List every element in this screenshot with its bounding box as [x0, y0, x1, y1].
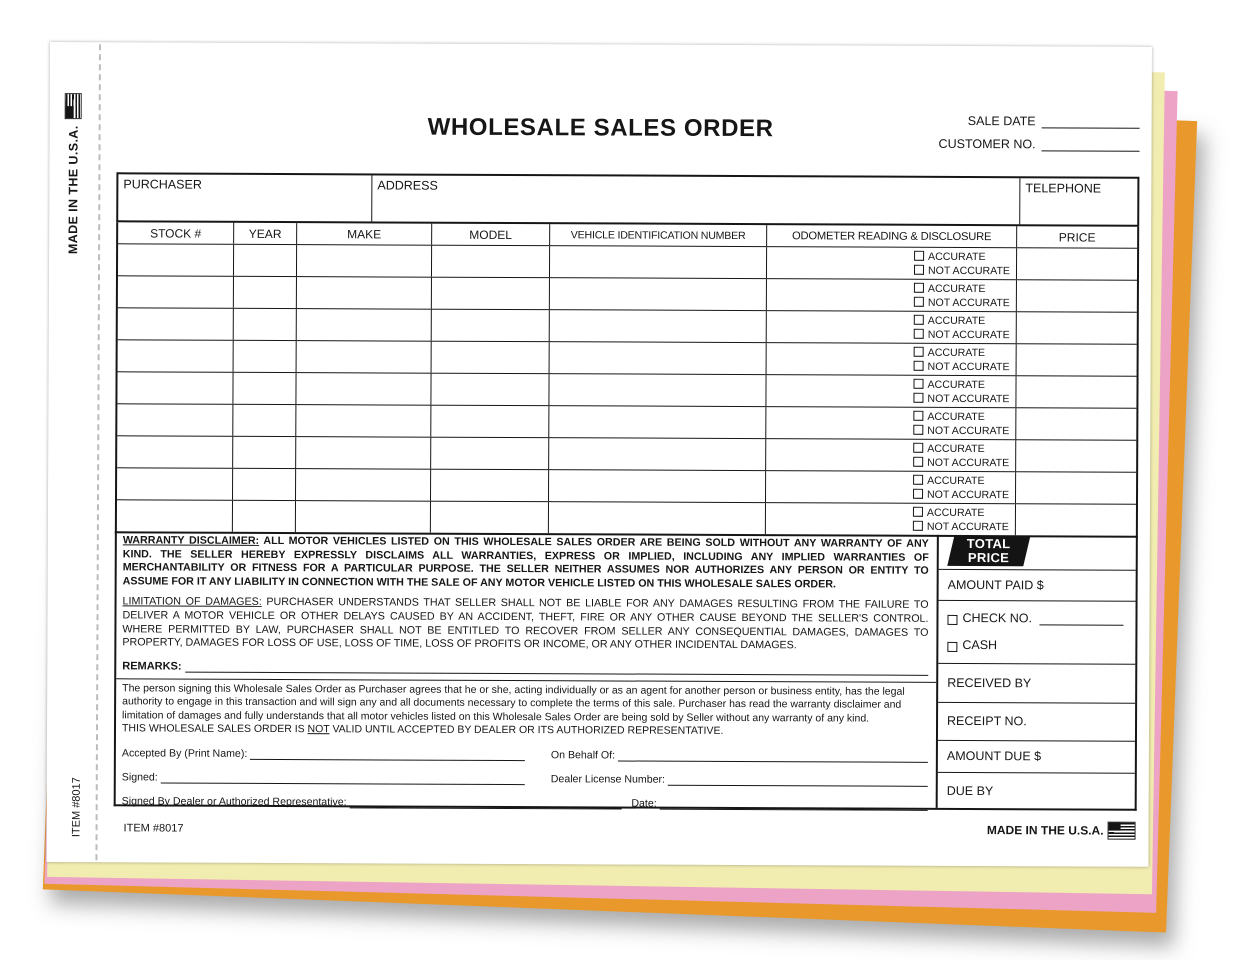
stock-cell	[118, 340, 233, 372]
checkbox-icon	[914, 360, 924, 370]
vin-cell	[548, 502, 765, 534]
warranty-disclaimer	[123, 534, 929, 592]
make-cell	[295, 469, 430, 501]
not-accurate-label: NOT ACCURATE	[926, 520, 1009, 533]
perforation-line	[95, 44, 101, 860]
odometer-accurate-option	[913, 377, 1009, 391]
total-price-line2: PRICE	[968, 550, 1010, 566]
odometer-accurate-option	[913, 409, 1009, 423]
checkbox-icon	[913, 488, 923, 498]
checkbox-icon	[913, 506, 923, 516]
accurate-label: ACCURATE	[927, 410, 985, 423]
footer-item-number: ITEM #8017	[123, 822, 184, 835]
model-cell	[430, 470, 548, 502]
telephone-cell: TELEPHONE	[1019, 178, 1137, 225]
address-cell: ADDRESS	[371, 175, 1019, 224]
received-by-row	[938, 664, 1135, 704]
limitation-of-damages	[122, 596, 928, 654]
checkbox-icon	[914, 314, 924, 324]
customer-no-blank	[1042, 137, 1140, 151]
stock-cell	[117, 500, 232, 532]
make-cell	[296, 341, 431, 373]
check-no-blank	[1040, 613, 1124, 626]
footer-made-in-usa	[987, 822, 1135, 839]
amount-paid-row	[939, 570, 1136, 602]
year-cell	[233, 309, 296, 340]
vin-cell	[548, 470, 765, 502]
not-accurate-label: NOT ACCURATE	[927, 328, 1010, 341]
year-cell	[232, 373, 295, 404]
purchaser-cell: PURCHASER	[123, 177, 202, 192]
customer-no-row	[870, 137, 1140, 152]
accurate-label: ACCURATE	[927, 474, 985, 487]
checkbox-icon	[947, 642, 957, 652]
sale-date-blank	[1042, 114, 1140, 128]
odometer-accurate-option	[913, 441, 1009, 455]
vehicle-row	[118, 276, 1137, 312]
make-cell	[296, 309, 431, 341]
model-cell	[430, 406, 548, 438]
amount-paid-label: AMOUNT PAID $	[947, 577, 1044, 592]
price-cell	[1016, 248, 1137, 280]
remarks-row	[122, 659, 928, 676]
signature-row-1	[122, 746, 928, 763]
model-cell	[430, 438, 548, 470]
odometer-not-accurate-option	[913, 455, 1009, 469]
model-cell	[430, 374, 548, 406]
signed-by-dealer-label: Signed By Dealer or Authorized Representative:	[121, 795, 347, 809]
checkbox-icon	[913, 520, 923, 530]
accurate-label: ACCURATE	[927, 314, 986, 327]
dealer-license-blank	[668, 773, 928, 787]
checkbox-icon	[914, 346, 924, 356]
on-behalf-of-label: On Behalf Of:	[550, 749, 616, 762]
price-cell	[1015, 376, 1136, 408]
not-accurate-label: NOT ACCURATE	[927, 296, 1010, 309]
price-cell	[1016, 312, 1137, 344]
model-cell	[430, 502, 548, 534]
accepted-by-blank	[250, 747, 525, 761]
stock-cell	[118, 308, 233, 340]
odometer-cell	[766, 247, 1016, 279]
vehicle-row	[117, 500, 1136, 535]
checkbox-icon	[914, 282, 924, 292]
stock-cell	[118, 244, 233, 276]
checkbox-icon	[913, 424, 923, 434]
date-label: Date:	[631, 797, 657, 810]
amount-due-row	[938, 740, 1135, 774]
header-fields	[869, 114, 1139, 161]
year-cell	[233, 245, 296, 276]
receipt-no-row	[938, 703, 1135, 742]
total-price-row	[939, 535, 1136, 571]
odometer-not-accurate-option	[914, 263, 1010, 277]
not-accurate-label: NOT ACCURATE	[927, 424, 1010, 437]
date-blank	[660, 797, 928, 811]
received-by-label: RECEIVED BY	[947, 675, 1032, 691]
year-cell	[232, 405, 295, 436]
form-top-sheet	[46, 42, 1152, 867]
price-cell	[1016, 280, 1137, 312]
price-cell	[1015, 440, 1136, 472]
odometer-accurate-option	[913, 505, 1009, 519]
vin-cell	[548, 374, 765, 406]
vehicle-row	[117, 372, 1136, 408]
odometer-not-accurate-option	[914, 327, 1010, 341]
odometer-cell	[766, 279, 1016, 311]
stock-cell	[117, 404, 232, 436]
vin-cell	[548, 406, 765, 438]
model-cell	[431, 278, 549, 310]
accurate-label: ACCURATE	[927, 282, 986, 295]
make-cell	[295, 437, 430, 469]
warranty-disclaimer-title: WARRANTY DISCLAIMER:	[122, 534, 260, 547]
agreement-validity-post: VALID UNTIL ACCEPTED BY DEALER OR ITS AUTHORIZED REPRESENTATIVE.	[329, 723, 724, 737]
price-cell	[1015, 472, 1136, 504]
stock-cell	[117, 468, 232, 500]
vin-cell	[549, 246, 766, 278]
odometer-cell	[765, 439, 1015, 471]
model-cell	[431, 246, 549, 278]
stock-cell	[117, 372, 232, 404]
checkbox-icon	[913, 410, 923, 420]
make-cell	[295, 501, 430, 533]
make-cell	[296, 277, 431, 309]
year-cell	[232, 501, 295, 532]
odometer-cell	[766, 343, 1016, 375]
not-accurate-label: NOT ACCURATE	[927, 264, 1011, 277]
checkbox-icon	[914, 296, 924, 306]
checkbox-icon	[913, 456, 923, 466]
price-cell	[1015, 408, 1136, 440]
sale-date-label: SALE DATE	[967, 114, 1036, 129]
odometer-not-accurate-option	[914, 359, 1010, 373]
checkbox-icon	[914, 264, 924, 274]
payment-column	[936, 535, 1136, 809]
amount-due-label: AMOUNT DUE $	[946, 749, 1042, 764]
vin-cell	[548, 438, 765, 470]
odometer-not-accurate-option	[913, 391, 1009, 405]
stock-cell	[117, 436, 232, 468]
make-cell	[295, 373, 430, 405]
dealer-license-label: Dealer License Number:	[550, 773, 666, 786]
vehicle-row	[117, 468, 1136, 504]
vin-cell	[549, 310, 766, 342]
accurate-label: ACCURATE	[927, 442, 985, 455]
remarks-label: REMARKS:	[122, 660, 182, 673]
accepted-by-label: Accepted By (Print Name):	[121, 747, 248, 760]
col-header-model: MODEL	[431, 224, 549, 246]
cash-label: CASH	[962, 638, 998, 653]
model-cell	[431, 310, 549, 342]
col-header-stock: STOCK #	[150, 225, 202, 241]
sale-date-row	[870, 114, 1140, 129]
make-cell	[296, 245, 431, 277]
vehicle-table	[115, 222, 1139, 537]
total-price-line1: TOTAL	[966, 536, 1011, 552]
odometer-accurate-option	[914, 249, 1010, 263]
checkbox-icon	[913, 392, 923, 402]
checkbox-icon	[913, 442, 923, 452]
year-cell	[233, 277, 296, 308]
odometer-not-accurate-option	[913, 487, 1009, 501]
checkbox-icon	[913, 474, 923, 484]
vehicle-row	[118, 244, 1137, 280]
checkbox-icon	[914, 250, 924, 260]
accurate-label: ACCURATE	[927, 346, 986, 359]
page-title: WHOLESALE SALES ORDER	[427, 113, 774, 143]
not-accurate-label: NOT ACCURATE	[926, 488, 1010, 501]
vehicle-row	[117, 404, 1136, 440]
col-header-price: PRICE	[1016, 226, 1137, 248]
vehicle-row	[118, 308, 1137, 344]
stub-item-number: ITEM #8017	[70, 777, 83, 838]
make-cell	[295, 405, 430, 437]
odometer-accurate-option	[914, 313, 1010, 327]
total-price-badge	[947, 536, 1030, 566]
col-header-odometer: ODOMETER READING & DISCLOSURE	[766, 225, 1016, 247]
due-by-row	[938, 773, 1135, 809]
on-behalf-of-blank	[618, 748, 928, 762]
checkbox-icon	[947, 615, 957, 625]
check-no-label: CHECK NO.	[962, 611, 1032, 626]
legal-pane	[116, 531, 937, 808]
not-accurate-label: NOT ACCURATE	[927, 360, 1010, 373]
odometer-cell	[766, 311, 1016, 343]
receipt-no-label: RECEIPT NO.	[947, 714, 1027, 729]
warranty-disclaimer-body: ALL MOTOR VEHICLES LISTED ON THIS WHOLESALE SALES ORDER ARE BEING SOLD WITHOUT ANY WARRANTY OF ANY KIND. THE SELLER HEREBY EXPRESSLY DISCLAIMS ALL WARRANTIES, EXPRESS OR IMPLIED, INCLUDING ANY IMPLIED WARRANTIES OF MERCHANTABILITY OR FITNESS FOR A PARTICULAR PURPOSE. THE SELLER NEITHER ASSUMES NOR AUTHORIZES ANY PERSON OR ENTITY TO ASSUME FOR IT ANY LIABILITY IN CONNECTION WITH THE SALE OF ANY MOTOR VEHICLE LISTED ON THIS WHOLESALE SALES ORDER.	[122, 534, 929, 591]
odometer-not-accurate-option	[913, 423, 1009, 437]
vehicle-row	[117, 436, 1136, 472]
check-cash-row	[938, 600, 1135, 664]
agreement-paragraph	[122, 682, 928, 739]
signed-label: Signed:	[121, 771, 158, 784]
due-by-label: DUE BY	[946, 783, 994, 798]
us-flag-icon	[1109, 823, 1135, 839]
accurate-label: ACCURATE	[926, 506, 985, 519]
purchaser-table	[116, 172, 1139, 226]
vehicle-row	[118, 340, 1137, 376]
model-cell	[431, 342, 549, 374]
stub-made-in-usa-label: MADE IN THE U.S.A.	[65, 125, 81, 255]
odometer-cell	[765, 375, 1015, 407]
odometer-not-accurate-option	[913, 519, 1009, 533]
stock-cell	[118, 276, 233, 308]
not-accurate-label: NOT ACCURATE	[927, 392, 1010, 405]
not-accurate-label: NOT ACCURATE	[927, 456, 1010, 469]
agreement-body: The person signing this Wholesale Sales Order as Purchaser agrees that he or she, acting individually or as an agent for another person or business entity, has the legal authority to engage in this transaction and will sign any and all documents necessary to complete the terms of this sale. Purchaser has read the warranty disclaimer and limitation of damages and fully understands that all motor vehicles listed on this Wholesale Sales Order are being sold by Seller without any warranty of any kind.	[122, 682, 905, 725]
agreement-validity-not: NOT	[307, 723, 330, 736]
price-cell	[1015, 504, 1136, 536]
year-cell	[232, 437, 295, 468]
odometer-accurate-option	[914, 281, 1010, 295]
year-cell	[233, 341, 296, 372]
lower-block	[114, 531, 1138, 810]
signature-row-2	[122, 770, 928, 787]
agreement-validity-pre: THIS WHOLESALE SALES ORDER IS	[121, 722, 308, 736]
signed-blank	[161, 770, 525, 785]
checkbox-icon	[913, 378, 923, 388]
footer-made-in-usa-label: MADE IN THE U.S.A.	[986, 823, 1104, 838]
year-cell	[232, 469, 295, 500]
limitation-body: PURCHASER UNDERSTANDS THAT SELLER SHALL NOT BE LIABLE FOR ANY DAMAGES RESULTING FROM THE FAILURE TO DELIVER A MOTOR VEHICLE OR OTHER DELAYS CAUSED BY AN ACCIDENT, THEFT, FIRE OR ANY OTHER CAUSE BEYOND THE SELLER'S CONTROL. WHERE PERMITTED BY LAW, PURCHASER SHALL NOT BE ENTITLED TO RECOVER FROM SELLER ANY CONSEQUENTIAL DAMAGES, DAMAGES TO PROPERTY, DAMAGES FOR LOSS OF USE, LOSS OF TIME, LOSS OF PROFITS OR INCOME, OR ANY OTHER INCIDENTAL DAMAGES.	[122, 596, 929, 652]
cash-option	[947, 638, 1135, 653]
accurate-label: ACCURATE	[928, 250, 986, 263]
odometer-cell	[765, 407, 1015, 439]
limitation-title: LIMITATION OF DAMAGES:	[122, 595, 262, 609]
odometer-cell	[765, 503, 1015, 535]
col-header-vin: VEHICLE IDENTIFICATION NUMBER	[549, 224, 766, 246]
accurate-label: ACCURATE	[927, 378, 986, 391]
odometer-accurate-option	[914, 345, 1010, 359]
checkbox-icon	[914, 328, 924, 338]
col-header-year: YEAR	[233, 223, 296, 244]
check-no-option	[947, 611, 1135, 626]
signature-block	[122, 746, 928, 811]
signature-row-3	[122, 794, 928, 811]
odometer-not-accurate-option	[914, 295, 1010, 309]
price-cell	[1016, 344, 1137, 376]
signed-by-dealer-blank	[350, 795, 622, 809]
col-header-make: MAKE	[296, 223, 431, 245]
vin-cell	[549, 278, 766, 310]
vin-cell	[549, 342, 766, 374]
odometer-cell	[765, 471, 1015, 503]
remarks-blank	[186, 659, 929, 675]
customer-no-label: CUSTOMER NO.	[938, 136, 1036, 152]
odometer-accurate-option	[913, 473, 1009, 487]
